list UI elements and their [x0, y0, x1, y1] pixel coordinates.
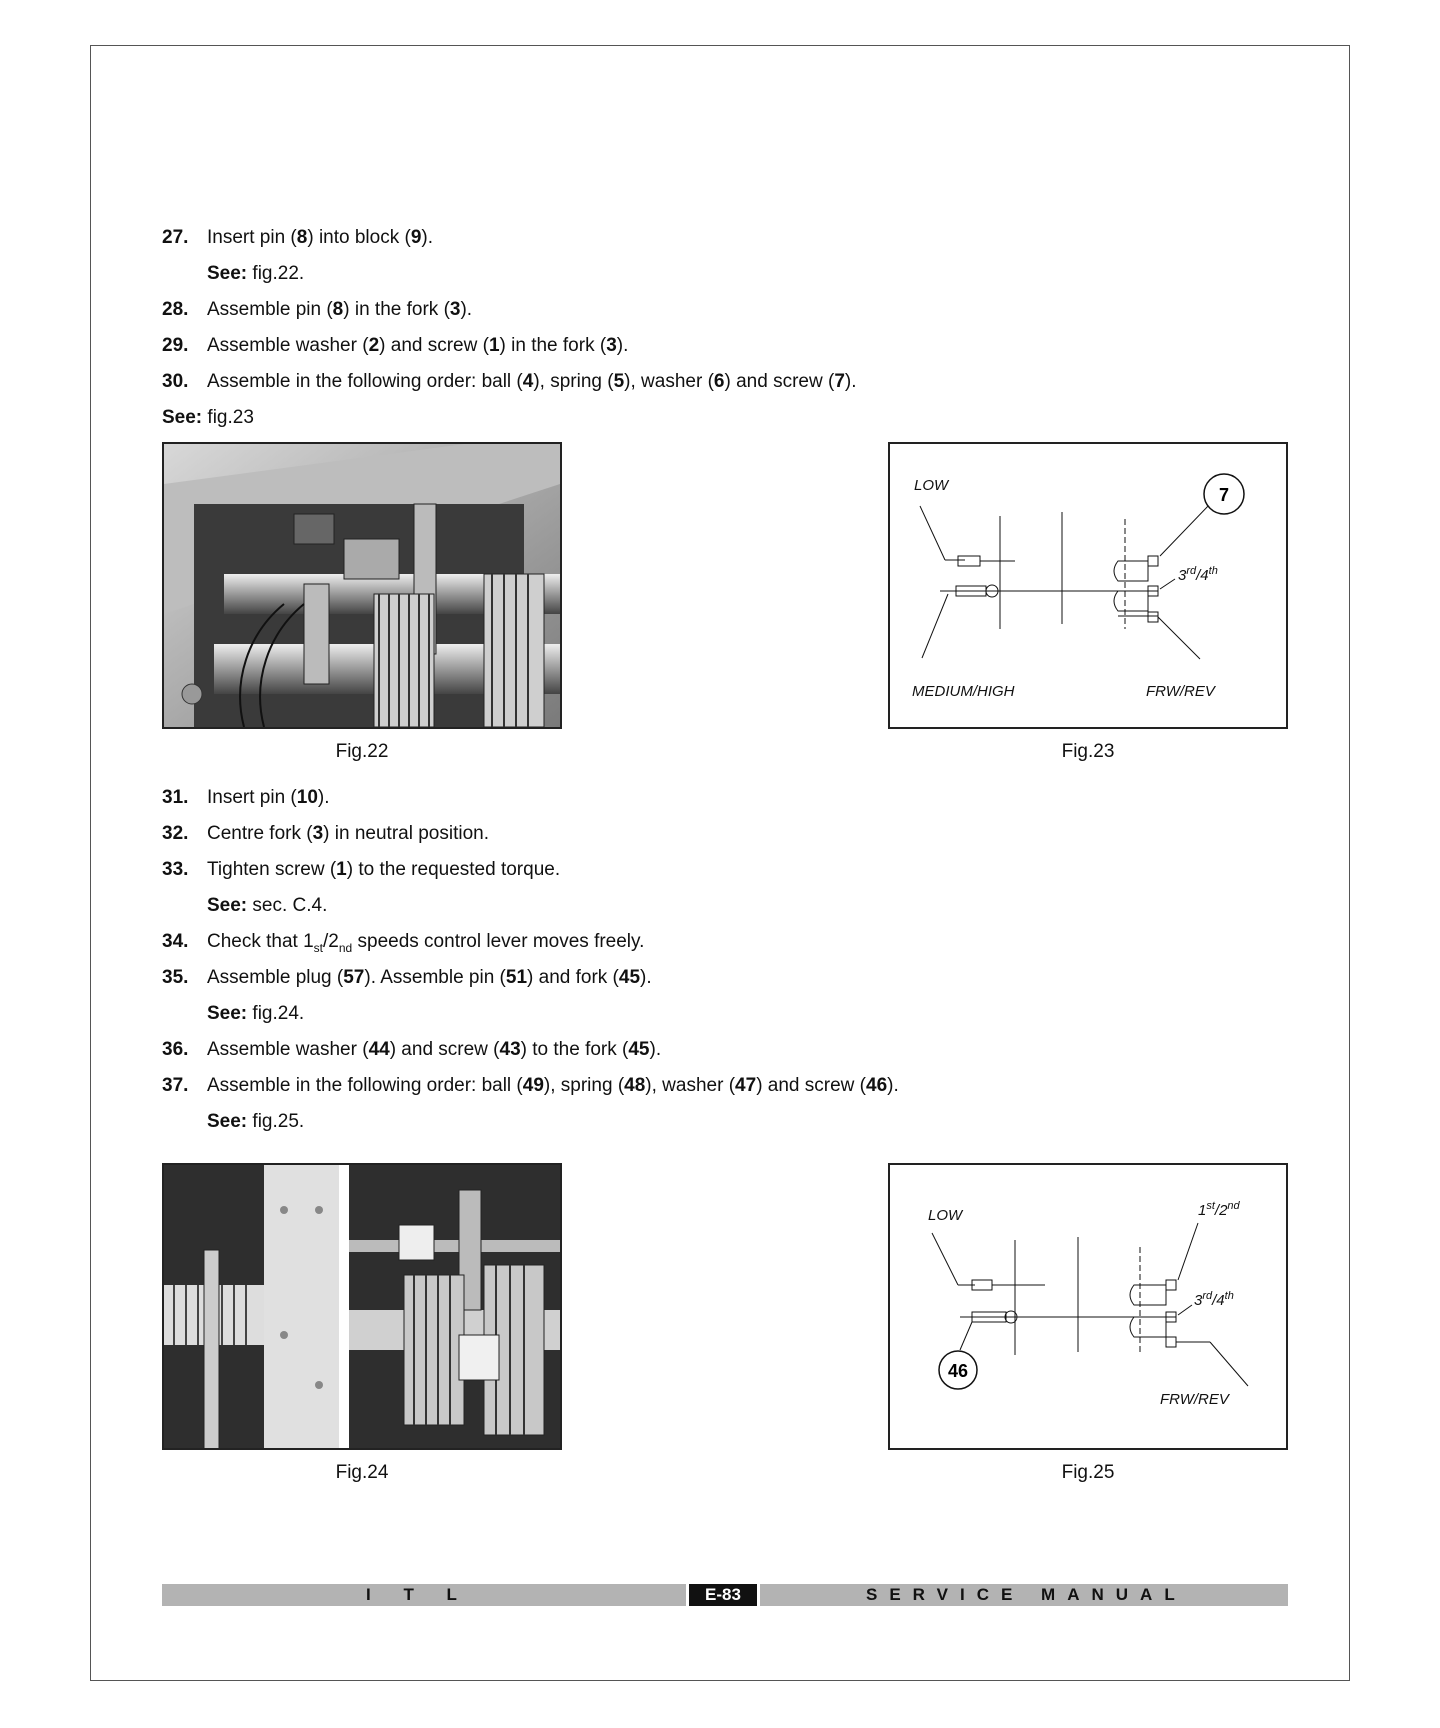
- fig25-caption: Fig.25: [1061, 1462, 1115, 1483]
- gearbox-photo-illustration: [164, 444, 560, 727]
- see-reference: See: sec. C.4.: [207, 895, 328, 916]
- step-33: 33. Tighten screw (1) to the requested torque.: [162, 859, 561, 880]
- step-31: 31. Insert pin (10).: [162, 787, 330, 808]
- see-reference: See: fig.24.: [207, 1003, 305, 1024]
- step-37: 37. Assemble in the following order: ball (49), spring (48), washer (47) and screw (46).: [162, 1075, 899, 1096]
- fig24-caption: Fig.24: [335, 1462, 389, 1483]
- gearbox-photo-illustration: [164, 1165, 560, 1448]
- step-36: 36. Assemble washer (44) and screw (43) to the fork (45).: [162, 1039, 662, 1060]
- label-3rd-4th: 3rd/4th: [1194, 1290, 1234, 1309]
- page-number: E-83: [689, 1584, 757, 1606]
- footer-right-text: SERVICE MANUAL: [866, 1585, 1187, 1604]
- fig24-photo: [162, 1163, 562, 1450]
- fig22-photo: [162, 442, 562, 729]
- label-medium-high: MEDIUM/HIGH: [912, 683, 1015, 700]
- fig23-caption: Fig.23: [1061, 741, 1115, 762]
- step-number: 27.: [162, 227, 189, 248]
- see-reference: See: fig.22.: [207, 263, 305, 284]
- see-reference: See: fig.25.: [207, 1111, 305, 1132]
- label-low: LOW: [914, 477, 949, 494]
- step-28: 28. Assemble pin (8) in the fork (3).: [162, 299, 473, 320]
- fig25-diagram: [888, 1163, 1288, 1450]
- label-frw-rev: FRW/REV: [1146, 683, 1215, 700]
- callout-7: 7: [1218, 485, 1230, 505]
- fig22-caption: Fig.22: [335, 741, 389, 762]
- fig23-diagram: [888, 442, 1288, 729]
- shift-fork-diagram: [890, 1165, 1286, 1448]
- callout-46: 46: [947, 1361, 969, 1381]
- shift-fork-diagram: [890, 444, 1286, 727]
- step-29: 29. Assemble washer (2) and screw (1) in the fork (3).: [162, 335, 629, 356]
- step-32: 32. Centre fork (3) in neutral position.: [162, 823, 489, 844]
- step-35: 35. Assemble plug (57). Assemble pin (51) and fork (45).: [162, 967, 652, 988]
- step-30: 30. Assemble in the following order: ball (4), spring (5), washer (6) and screw (7).: [162, 371, 857, 392]
- label-3rd-4th: 3rd/4th: [1178, 565, 1218, 584]
- step-27: 27. Insert pin (8) into block (9).: [162, 223, 433, 253]
- see-reference: See: fig.23: [162, 407, 254, 428]
- footer-left-text: I T L: [366, 1585, 471, 1604]
- label-1st-2nd: 1st/2nd: [1198, 1200, 1240, 1219]
- step-34: 34. Check that $1_{st}/2_{nd}$ speeds control lever moves freely.: [162, 931, 645, 955]
- label-low: LOW: [928, 1207, 963, 1224]
- label-frw-rev: FRW/REV: [1160, 1391, 1229, 1408]
